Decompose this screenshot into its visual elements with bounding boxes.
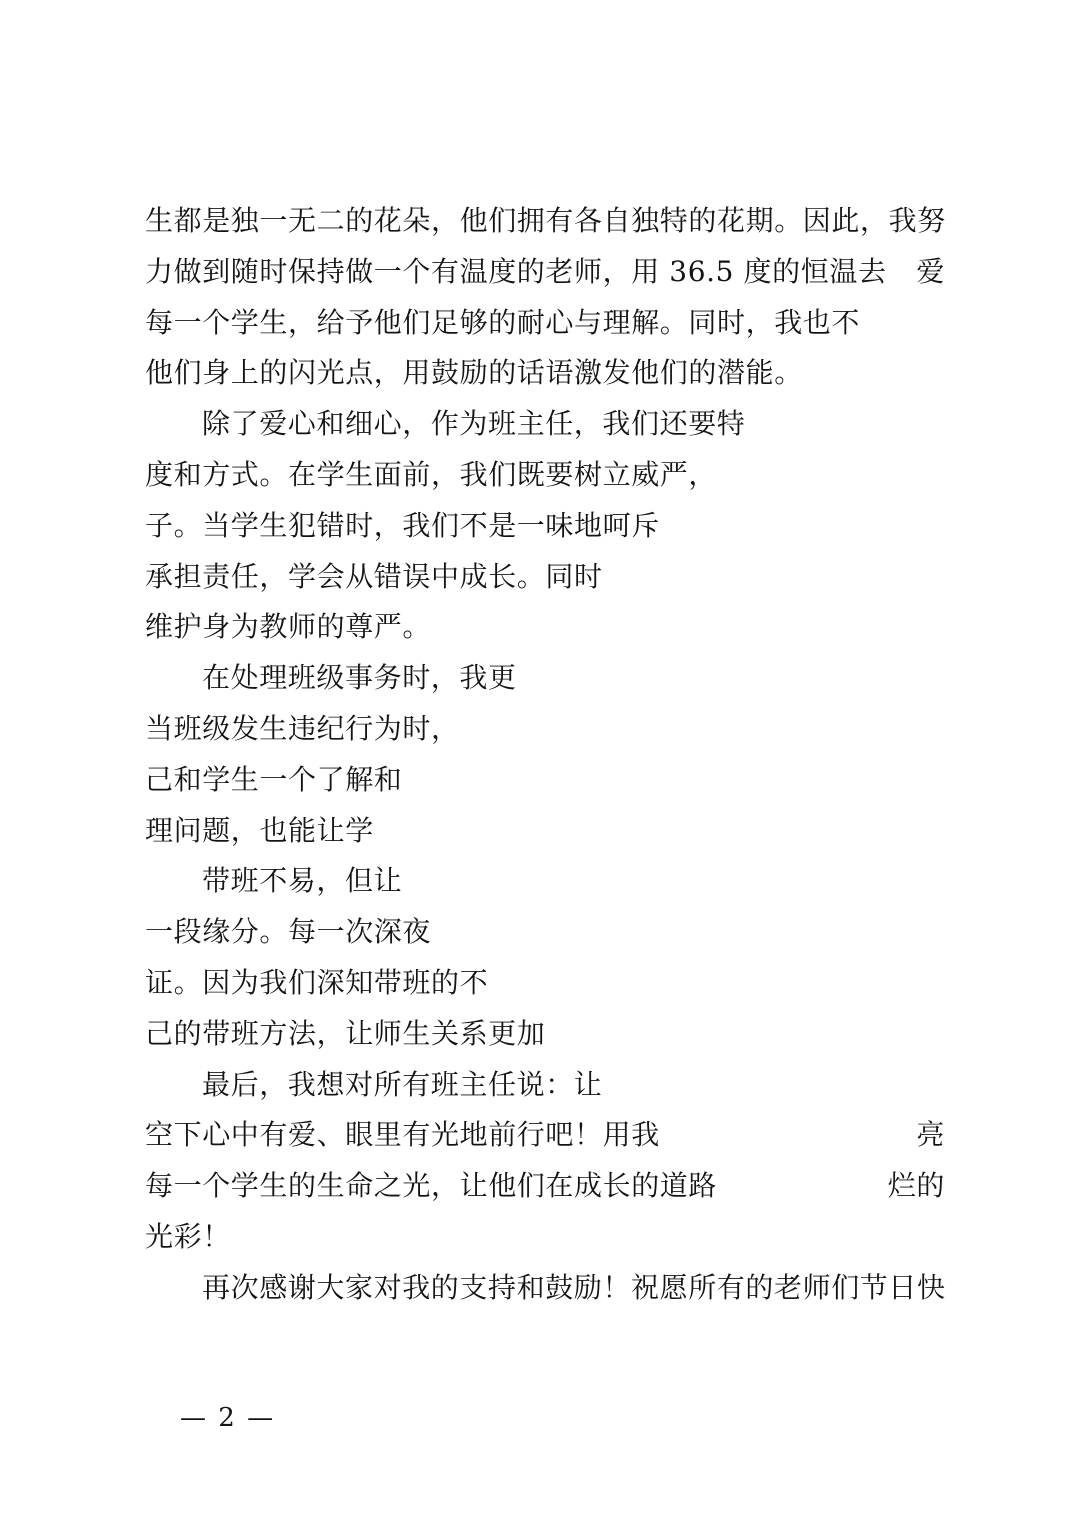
text-line-fragment: 亮 <box>916 1118 945 1152</box>
text-line: 理问题，也能让学 <box>145 813 374 847</box>
text-line: 己的带班方法，让师生关系更加 <box>145 1016 546 1050</box>
text-line: 生都是独一无二的花朵，他们拥有各自独特的花期。因此，我努 <box>145 204 946 237</box>
text-line <box>145 247 945 298</box>
text-line: 证。因为我们深知带班的不 <box>145 965 489 999</box>
page-number: — 2 — <box>180 1403 276 1433</box>
text-line-fragment: 爱 <box>916 254 945 288</box>
text-line: 他们身上的闪光点，用鼓励的话语激发他们的潜能。 <box>145 356 803 390</box>
text-line-content: 力做到随时保持做一个有温度的老师，用 36.5 度的恒温去 <box>145 254 887 288</box>
text-line: 光彩！ <box>145 1219 231 1253</box>
text-line-content: 每一个学生的生命之光，让他们在成长的道路 <box>145 1169 718 1203</box>
text-line-fragment: 烂的 <box>887 1169 945 1203</box>
text-line: 每一个学生，给予他们足够的耐心与理解。同时，我也不 <box>145 305 861 339</box>
text-line <box>145 1161 945 1212</box>
document-body <box>145 196 945 1314</box>
text-line <box>145 1110 945 1161</box>
text-line: 维护身为教师的尊严。 <box>145 610 432 644</box>
text-line: 度和方式。在学生面前，我们既要树立威严， <box>145 457 718 491</box>
text-line-content: 空下心中有爱、眼里有光地前行吧！用我 <box>145 1118 660 1152</box>
paragraph-start-line: 在处理班级事务时，我更 <box>202 661 517 695</box>
paragraph-start-line: 除了爱心和细心，作为班主任，我们还要特 <box>202 407 746 441</box>
text-line: 承担责任，学会从错误中成长。同时 <box>145 559 603 593</box>
text-line: 子。当学生犯错时，我们不是一味地呵斥 <box>145 508 660 542</box>
paragraph-start-line: 带班不易，但让 <box>202 864 403 898</box>
text-line: 当班级发生违纪行为时， <box>145 711 460 745</box>
text-line: 一段缘分。每一次深夜 <box>145 915 432 949</box>
text-line: 己和学生一个了解和 <box>145 762 403 796</box>
paragraph-start-line: 最后，我想对所有班主任说：让 <box>202 1067 603 1101</box>
paragraph-start-line: 再次感谢大家对我的支持和鼓励！祝愿所有的老师们节日快 <box>202 1270 946 1304</box>
